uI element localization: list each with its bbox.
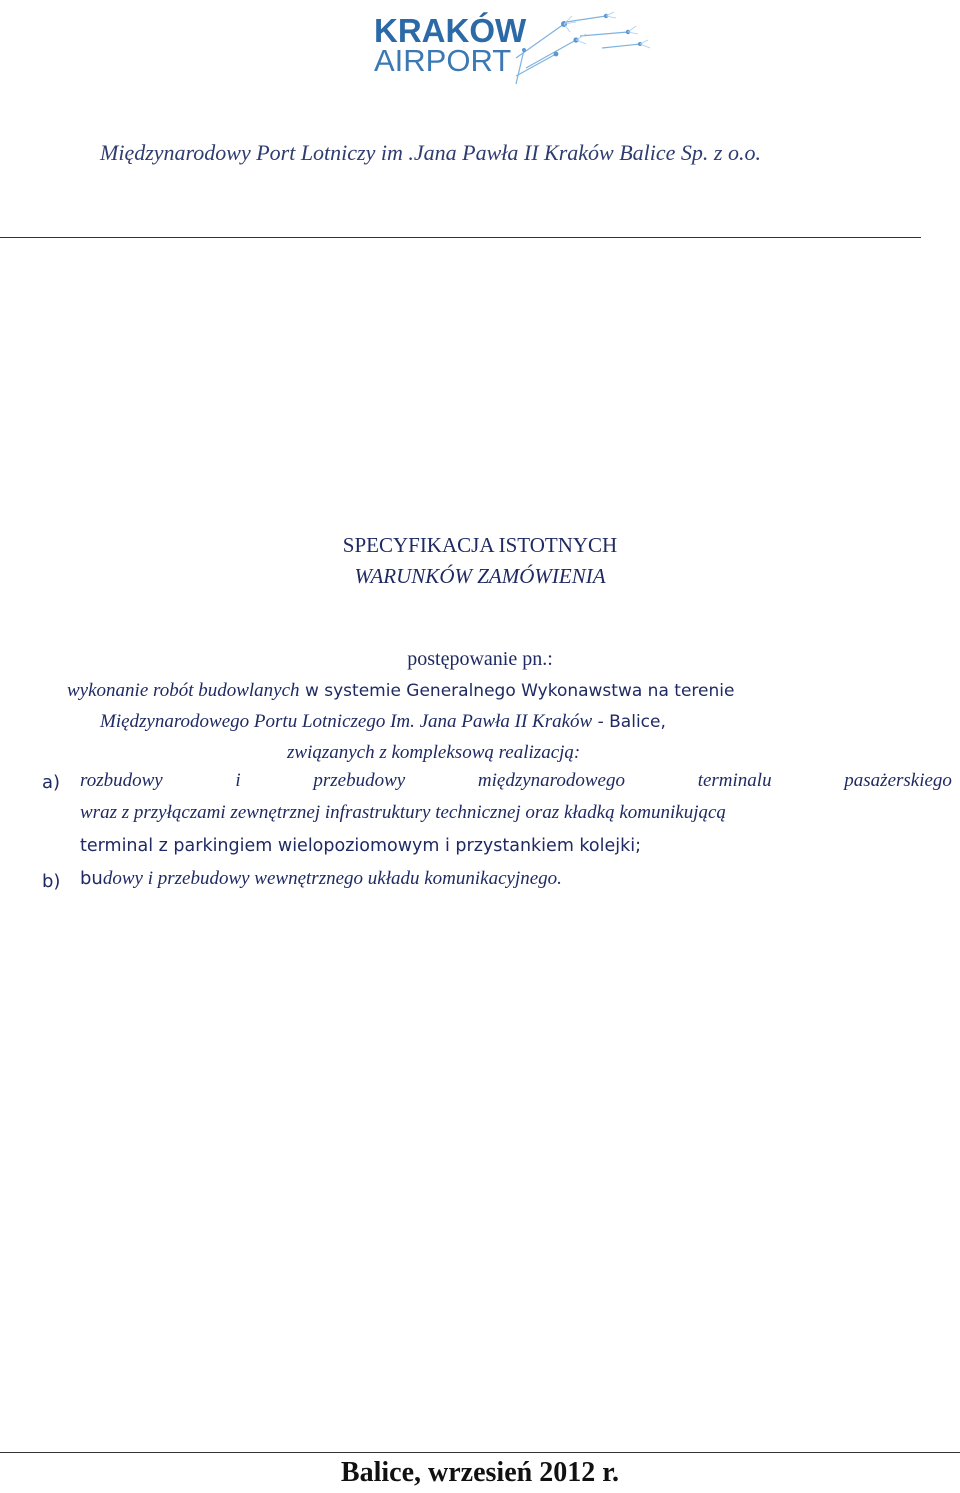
description-line-2-italic: Międzynarodowego Portu Lotniczego Im. Jana Pawła II Kraków: [100, 711, 593, 732]
item-a-line-3: terminal z parkingiem wielopoziomowym i przystankiem kolejki;: [80, 836, 642, 856]
item-a-word: i: [235, 770, 241, 791]
item-b-line-1: [80, 868, 562, 890]
procedure-label: postępowanie pn.:: [407, 648, 553, 670]
logo-text-krakow: KRAKÓW: [374, 12, 527, 49]
item-a-marker: a): [42, 772, 61, 793]
item-b-marker: b): [42, 871, 61, 892]
item-a-word: międzynarodowego: [477, 770, 625, 791]
footer-divider: [0, 1452, 960, 1453]
description-line-2-normal: - Balice,: [592, 712, 666, 732]
document-title-line2: WARUNKÓW ZAMÓWIENIA: [354, 564, 606, 588]
footer-place-date: Balice, wrzesień 2012 r.: [340, 1457, 620, 1488]
description-line-1-italic: wykonanie robót budowlanych: [67, 680, 300, 701]
description-line-1-normal: w systemie Generalnego Wykonawstwa na terenie: [299, 681, 735, 701]
item-a-line-2: wraz z przyłączami zewnętrznej infrastruktury technicznej oraz kładką komunikującą: [80, 802, 726, 823]
description-line-2: [100, 711, 666, 733]
item-a-word: przebudowy: [313, 770, 406, 791]
description-line-1: [67, 680, 734, 702]
logo-text-airport: AIRPORT: [374, 43, 512, 78]
item-a-word: pasażerskiego: [844, 770, 952, 791]
item-b-prefix: bu: [80, 868, 103, 889]
kraków-airport-logo: [366, 10, 656, 86]
company-name: Międzynarodowy Port Lotniczy im .Jana Pawła II Kraków Balice Sp. z o.o.: [100, 140, 761, 165]
item-a-word: terminalu: [697, 770, 772, 791]
item-a-line-1: [80, 770, 952, 792]
header-divider: [0, 237, 921, 238]
item-a-word: rozbudowy: [80, 770, 163, 791]
item-b-italic: dowy i przebudowy wewnętrznego układu komunikacyjnego.: [102, 868, 562, 889]
document-title-line1: SPECYFIKACJA ISTOTNYCH: [342, 533, 618, 557]
description-line-3: związanych z kompleksową realizacją:: [287, 742, 581, 763]
